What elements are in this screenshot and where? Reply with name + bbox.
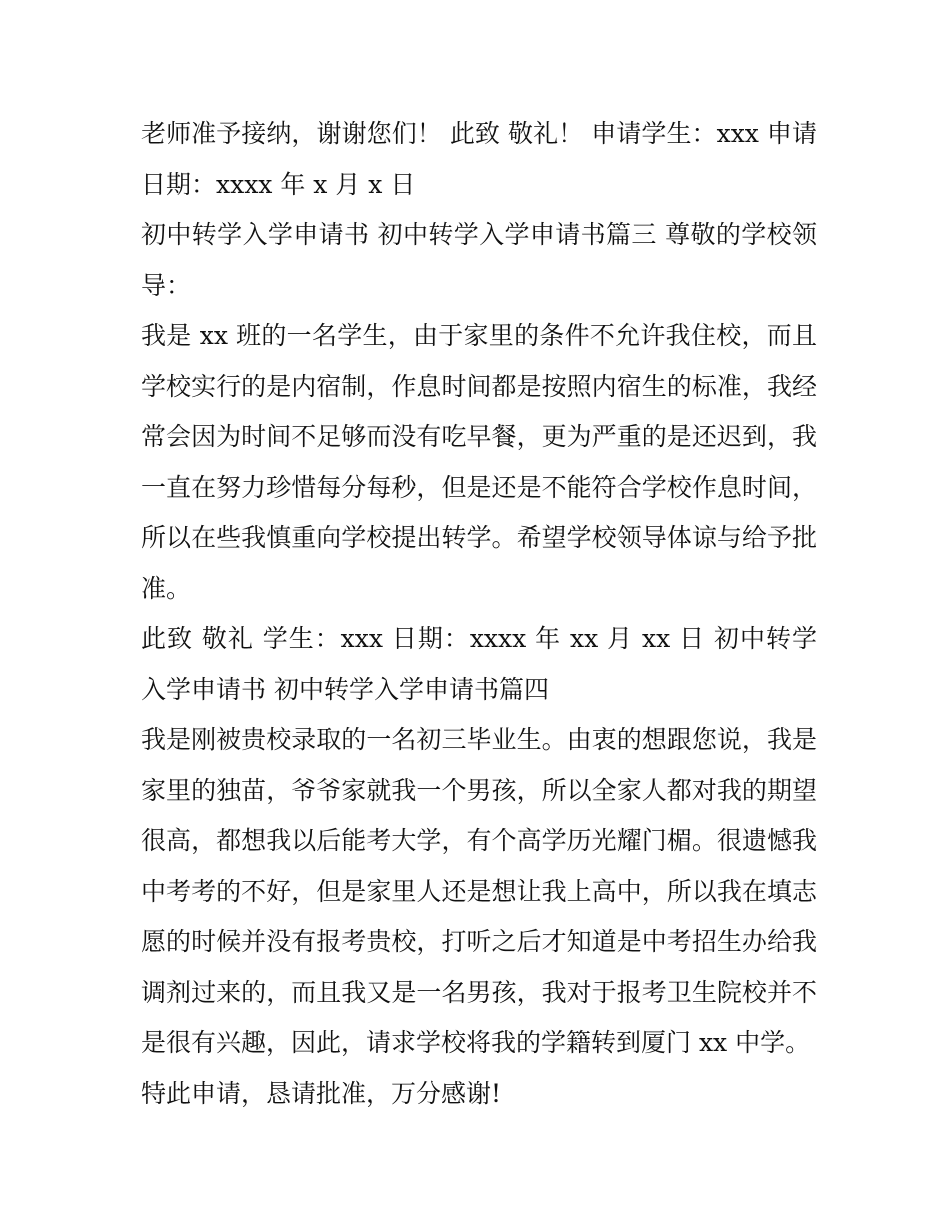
- paragraph-letter-four-closing: 特此申请，恳请批准，万分感谢!: [141, 1078, 502, 1108]
- paragraph-closing-remarks: 老师准予接纳，谢谢您们！ 此致 敬礼！ 申请学生：xxx 申请日期：xxxx 年 x 月 x 日: [141, 119, 817, 199]
- document-body: [141, 109, 817, 1119]
- paragraph-letter-three-body: 我是 xx 班的一名学生，由于家里的条件不允许我住校，而且学校实行的是内宿制，作息时间都是按照内宿生的标准，我经常会因为时间不足够而没有吃早餐，更为严重的是还迟到，我一直在努力珍惜每分每秒，但是还是不能符合学校作息时间，所以在些我慎重向学校提出转学。希望学校领导体谅与给予批准。: [141, 321, 817, 603]
- paragraph-letter-four-body: 我是刚被贵校录取的一名初三毕业生。由衷的想跟您说，我是家里的独苗，爷爷家就我一个男孩，所以全家人都对我的期望很高，都想我以后能考大学，有个高学历光耀门楣。很遗憾我中考考的不好，但是家里人还是想让我上高中，所以我在填志愿的时候并没有报考贵校，打听之后才知道是中考招生办给我调剂过来的，而且我又是一名男孩，我对于报考卫生院校并不是很有兴趣，因此，请求学校将我的学籍转到厦门 xx 中学。: [141, 725, 817, 1057]
- paragraph-letter-three-signoff: 此致 敬礼 学生：xxx 日期：xxxx 年 xx 月 xx 日 初中转学入学申请书 初中转学入学申请书篇四: [141, 624, 817, 704]
- paragraph-letter-three-heading: 初中转学入学申请书 初中转学入学申请书篇三 尊敬的学校领导：: [141, 220, 817, 300]
